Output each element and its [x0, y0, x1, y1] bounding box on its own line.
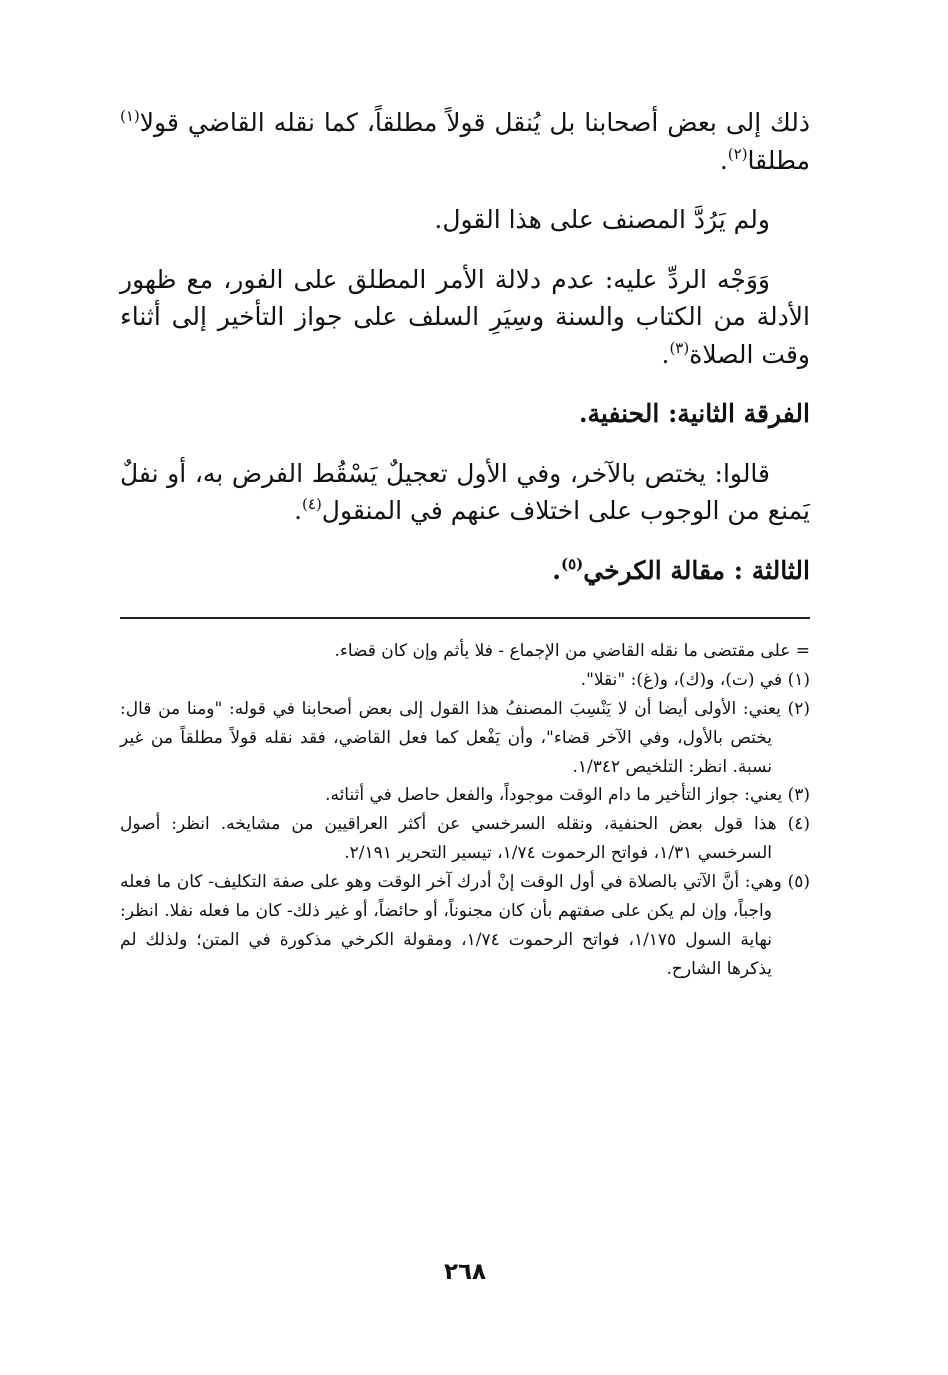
footnote-divider	[120, 617, 810, 619]
section-heading-karkhi	[120, 552, 810, 590]
paragraph-4-end: .	[294, 496, 303, 525]
section-heading-karkhi-end: .	[552, 555, 561, 585]
paragraph-4	[120, 455, 810, 530]
footnote-continuation: = على مقتضى ما نقله القاضي من الإجماع - فلا يأثم وإن كان قضاء.	[334, 641, 810, 661]
paragraph-1-text-2: مطلقا	[747, 145, 810, 175]
footnote-4: (٤) هذا قول بعض الحنفية، ونقله السرخسي عن أكثر العراقيين من مشايخه. انظر: أصول السرخسي ١/٣١، فواتح الرحموت ١/٧٤، تيسير التحرير ٢/١٩١.	[120, 814, 810, 864]
footnotes	[120, 637, 810, 984]
section-heading-karkhi-text: الثالثة : مقالة الكرخي	[583, 555, 810, 585]
paragraph-1-text: ذلك إلى بعض أصحابنا بل يُنقل قولاً مطلقاً، كما نقله القاضي قولا	[139, 108, 810, 137]
footnote-ref-1: (١)	[120, 107, 140, 125]
section-heading-hanafiyya: الفرقة الثانية: الحنفية.	[578, 399, 810, 428]
book-page	[120, 104, 810, 1324]
paragraph-1	[120, 104, 810, 179]
paragraph-3-text: وَوَجْه الردِّ عليه: عدم دلالة الأمر المطلق على الفور، مع ظهور الأدلة من الكتاب والسنة وسِيَرِ السلف على جواز التأخير إلى أثناء وقت الصلاة	[120, 264, 810, 369]
paragraph-3	[120, 261, 810, 374]
footnote-3: (٣) يعني: جواز التأخير ما دام الوقت موجوداً، والفعل حاصل في أثنائه.	[325, 785, 810, 806]
main-text	[120, 104, 810, 589]
footnote-ref-2: (٢)	[727, 144, 748, 163]
paragraph-2: ولم يَرُدَّ المصنف على هذا القول.	[434, 205, 770, 234]
footnote-ref-3: (٣)	[669, 338, 690, 357]
page-number: ٢٦٨	[443, 1259, 487, 1285]
footnote-ref-4: (٤)	[302, 495, 322, 513]
footnote-1: (١) في (ت)، و(ك)، و(غ): "نقلا".	[580, 669, 810, 690]
paragraph-3-end: .	[661, 339, 670, 369]
footnote-2: (٢) يعني: الأولى أيضا أن لا يَنْسِبَ المصنفُ هذا القول إلى بعض أصحابنا في قوله: "ومنا من قال: يختص بالأول، وفي الآخر قضاء"، وأن يَفْعل كما فعل القاضي، فقد نقله قولاً مطلقاً من غير نسبة. انظر: التلخيص ١/٣٤٢.	[120, 698, 810, 777]
footnote-5: (٥) وهي: أنَّ الآتي بالصلاة في أول الوقت إنْ أدرك آخر الوقت وهو على صفة التكليف- كان ما فعله واجباً، وإن لم يكن على صفتهم بأن كان مجنوناً، أو حائضاً، أو غير ذلك- كان ما فعله نفلا. انظر: نهاية السول ١/١٧٥، فواتح الرحموت ١/٧٤، ومقولة الكرخي مذكورة في المتن؛ ولذلك لم يذكرها الشارح.	[120, 872, 810, 979]
paragraph-4-text: قالوا: يختص بالآخر، وفي الأول تعجيلٌ يَسْقُط الفرض به، أو نفلٌ يَمنع من الوجوب على اختلاف عنهم في المنقول	[120, 458, 810, 525]
footnote-ref-5: (٥)	[560, 554, 584, 573]
paragraph-1-end: .	[719, 145, 728, 175]
